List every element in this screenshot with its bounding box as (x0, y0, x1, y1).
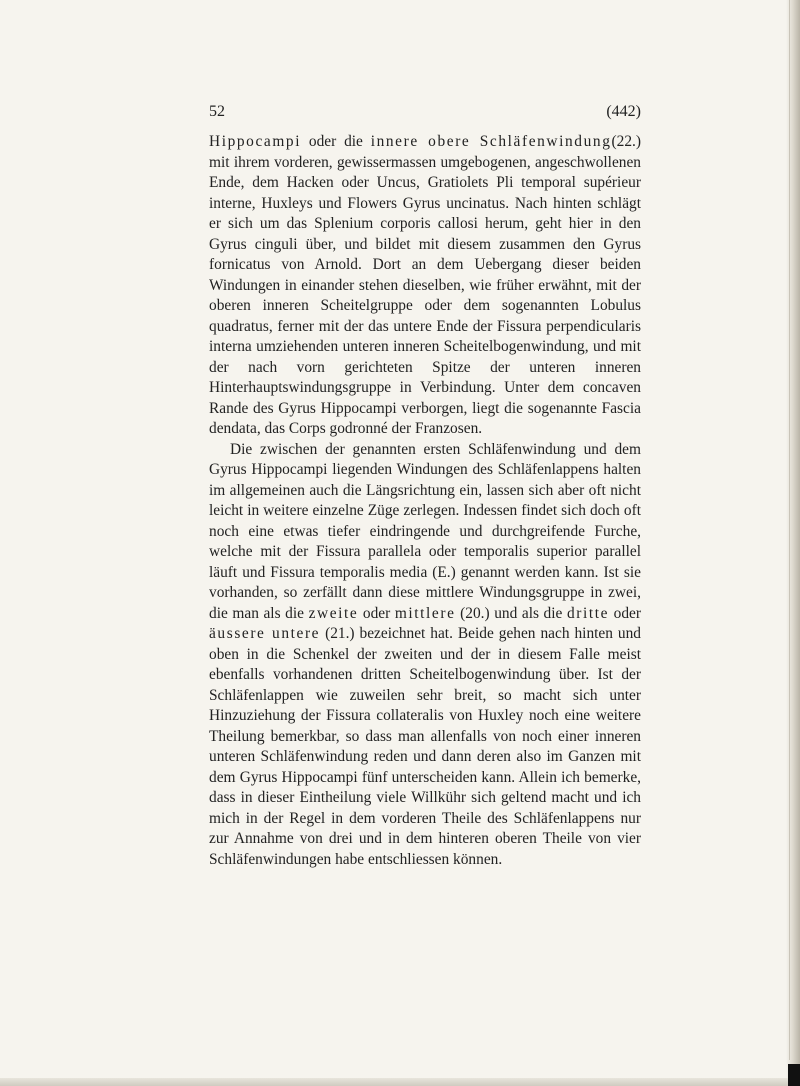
term-dritte: dritte (566, 604, 610, 622)
text-span: Die zwischen der genannten ersten Schläfenwindung und dem Gyrus Hippocampi liegenden Windungen des Schläfenlappens halten im allgemeinen auch die Längsrichtung ein, lassen sich aber oft nicht leicht in weitere einzelne Züge zerlegen. Indessen findet sich doch oft noch eine etwas tiefer eindringende und durchgreifende Furche, welche mit der Fissura parallela oder temporalis superior parallel läuft und Fissura temporalis media (E.) genannt werden kann. Ist sie vorhanden, so zerfällt dann diese mittlere Windungsgruppe in zwei, die man als die (209, 440, 641, 622)
term-aeussere-untere: äussere untere (209, 625, 321, 642)
paragraph-1 (209, 132, 641, 440)
scan-corner-mark (788, 1064, 800, 1086)
page-edge-line (789, 0, 790, 1060)
text-span: (21.) bezeichnet hat. Beide gehen nach hinten und oben in die Schenkel der zweiten und der in diesem Falle meist ebenfalls vorhandenen dritten Scheitelbogenwindung über. Ist der Schläfenlappen wie zuweilen sehr breit, so macht sich unter Hinzuziehung der Fissura collateralis von Huxley noch eine weitere Theilung bemerkbar, so dass man allenfalls von noch einer inneren unteren Schläfenwindung reden und dann deren also im Ganzen mit dem Gyrus Hippocampi fünf unterscheiden kann. Allein ich bemerke, dass in dieser Eintheilung viele Willkühr sich geltend macht und ich mich in der Regel in dem vorderen Theile des Schläfenlappens nur zur Annahme von drei und in dem hinteren oberen Theile von vier Schläfenwindungen habe entschliessen können. (209, 625, 641, 868)
term-zweite: zweite (308, 604, 359, 622)
text-span: oder (358, 604, 395, 622)
term-mittlere: mittlere (394, 604, 456, 622)
section-reference: (442) (606, 103, 641, 120)
page-header (209, 103, 641, 127)
term-hippocampi: Hippocampi (209, 133, 302, 150)
paragraph-2 (209, 440, 641, 871)
body-text (209, 132, 641, 870)
term-innere-obere-schlaefenwindung: innere obere Schläfenwindung (370, 133, 612, 150)
text-span: (22.) mit ihrem vorderen, gewissermassen umgebogenen, angeschwollenen Ende, dem Hacken oder Uncus, Gratiolets Pli temporal supérieur interne, Huxleys und Flowers Gyrus uncinatus. Nach hinten schlägt er sich um das Splenium corporis callosi herum, geht hier in den Gyrus cinguli über, und bildet mit diesem zusammen den Gyrus fornicatus von Arnold. Dort an dem Uebergang dieser beiden Windungen in einander stehen dieselben, wie früher erwähnt, mit der oberen inneren Scheitelgruppe oder dem sogenannten Lobulus quadratus, ferner mit der das untere Ende der Fissura perpendicularis interna umziehenden unteren inneren Scheitelbogenwindung, und mit der nach vorn gerichteten Spitze der unteren inneren Hinterhauptswindungsgruppe in Verbindung. Unter dem concaven Rande des Gyrus Hippocampi verborgen, liegt die sogenannte Fascia dendata, das Corps godronné der Franzosen. (209, 133, 641, 437)
text-span: (20.) und als die (455, 604, 567, 622)
text-span: oder die (301, 133, 371, 150)
text-span: oder (609, 604, 641, 622)
page-bottom-edge (0, 1078, 800, 1086)
page-number: 52 (209, 103, 225, 120)
